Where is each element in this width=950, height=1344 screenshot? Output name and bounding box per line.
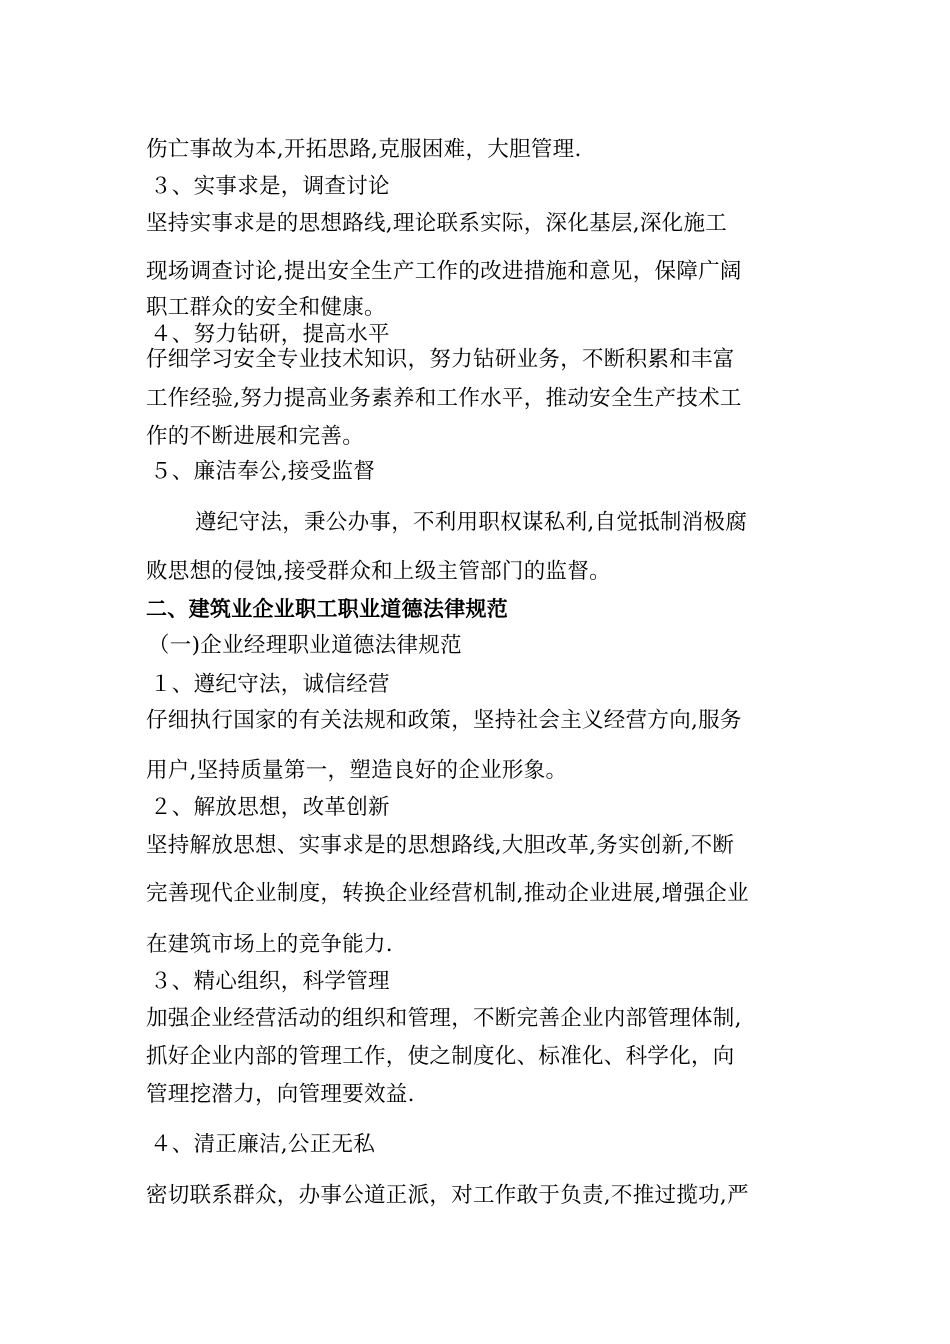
body-text-line: 仔细学习安全专业技术知识，努力钻研业务，不断积累和丰富 [146, 347, 735, 372]
body-text-line: 在建筑市场上的竞争能力. [146, 932, 393, 957]
body-text-line: 加强企业经营活动的组织和管理，不断完善企业内部管理体制, [146, 1006, 742, 1031]
section-item-heading: ４、清正廉洁,公正无私 [150, 1132, 376, 1157]
body-text-line: 仔细执行国家的有关法规和政策，坚持社会主义经营方向,服务 [146, 708, 742, 733]
body-text-line: 败思想的侵蚀,接受群众和上级主管部门的监督。 [146, 559, 611, 584]
body-text-line: 工作经验,努力提高业务素养和工作水平，推动安全生产技术工 [146, 386, 742, 411]
body-text-line: 作的不断进展和完善。 [146, 424, 365, 449]
section-item-heading: ４、努力钻研，提高水平 [150, 322, 390, 347]
body-text-line: 现场调查讨论,提出安全生产工作的改进措施和意见，保障广阔 [146, 259, 742, 284]
body-text-line: 用户,坚持质量第一，塑造良好的企业形象。 [146, 758, 568, 783]
section-item-heading: ５、廉洁奉公,接受监督 [150, 459, 376, 484]
section-item-heading: ３、精心组织，科学管理 [150, 969, 390, 994]
section-item-heading: ２、解放思想，改革创新 [150, 795, 390, 820]
body-text-line: 伤亡事故为本,开拓思路,克服困难，大胆管理. [146, 137, 582, 162]
body-text-line: 管理挖潜力，向管理要效益. [146, 1082, 415, 1107]
body-text-line: 完善现代企业制度，转换企业经营机制,推动企业进展,增强企业 [146, 881, 749, 906]
body-text-line: 坚持解放思想、实事求是的思想路线,大胆改革,务实创新,不断 [146, 833, 735, 858]
body-text-line: 遵纪守法，秉公办事，不利用职权谋私利,自觉抵制消极腐 [195, 510, 748, 535]
subsection-heading: （一)企业经理职业道德法律规范 [148, 633, 462, 658]
section-heading: 二、建筑业企业职工职业道德法律规范 [146, 597, 509, 621]
body-text-line: 抓好企业内部的管理工作，使之制度化、标准化、科学化，向 [146, 1044, 735, 1069]
section-item-heading: １、遵纪守法，诚信经营 [150, 672, 390, 697]
body-text-line: 职工群众的安全和健康。 [146, 295, 386, 320]
body-text-line: 坚持实事求是的思想路线,理论联系实际，深化基层,深化施工 [146, 211, 728, 236]
body-text-line: 密切联系群众，办事公道正派，对工作敢于负责,不推过揽功,严 [146, 1183, 749, 1208]
section-item-heading: ３、实事求是，调查讨论 [150, 174, 390, 199]
